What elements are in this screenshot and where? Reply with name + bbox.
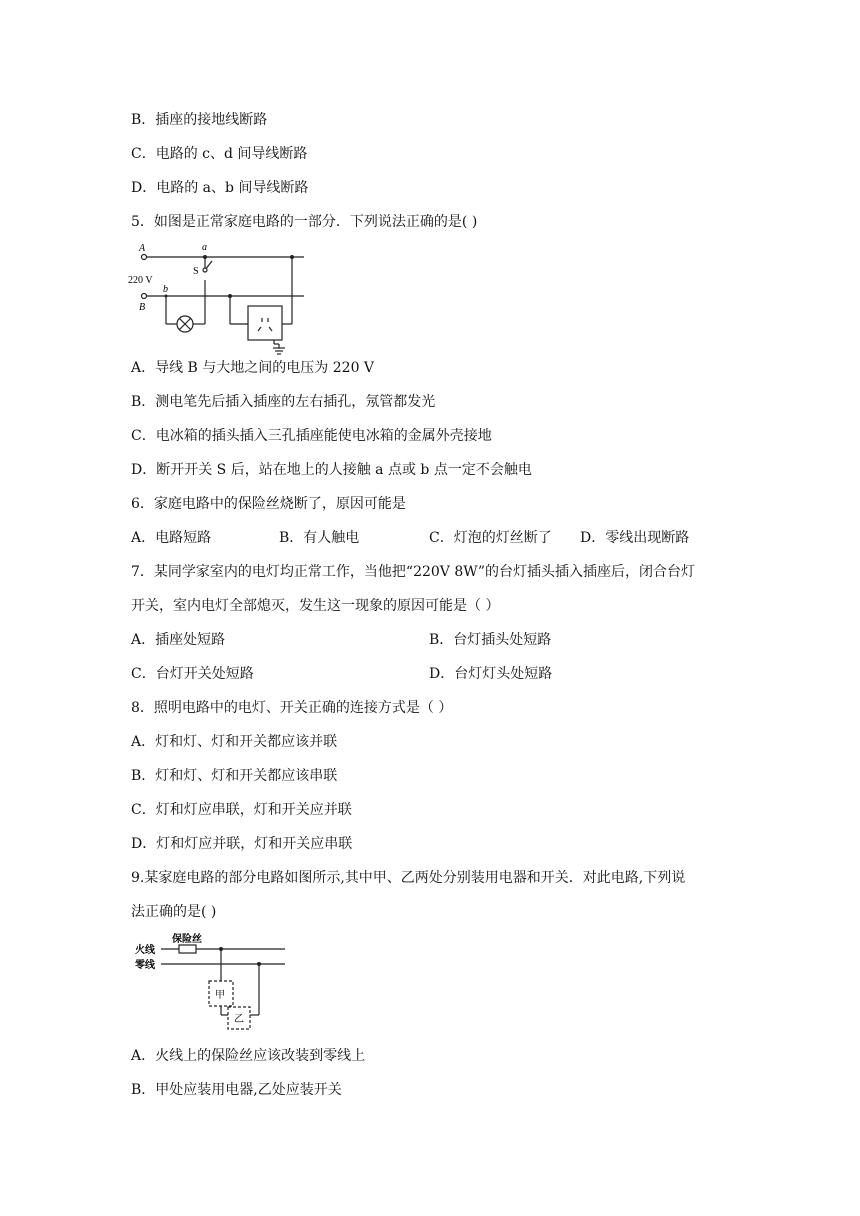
q8-option-a: A．灯和灯、灯和开关都应该并联 — [131, 734, 338, 750]
q9-option-a: A．火线上的保险丝应该改装到零线上 — [131, 1048, 366, 1064]
fig5-label-s: S — [193, 266, 199, 277]
fig5-label-b-lower: b — [163, 284, 168, 295]
fig9-label-jia: 甲 — [215, 990, 225, 1001]
q5-option-b: B．测电笔先后插入插座的左右插孔，氖管都发光 — [131, 394, 436, 410]
q8-stem: 8．照明电路中的电灯、开关正确的连接方式是（ ） — [131, 700, 453, 716]
q9-stem-line1: 9.某家庭电路的部分电路如图所示,其中甲、乙两处分别装用电器和开关．对此电路,下列说 — [131, 870, 686, 886]
fig9-label-yi: 乙 — [234, 1014, 244, 1025]
q4-option-c: C．电路的 c、d 间导线断路 — [131, 146, 308, 162]
fig5-label-a-lower: a — [202, 242, 207, 253]
q7-stem-line1: 7．某同学家室内的电灯均正常工作，当他把“220V 8W”的台灯插头插入插座后，闭合台灯 — [131, 564, 696, 580]
q5-option-c: C．电冰箱的插头插入三孔插座能使电冰箱的金属外壳接地 — [131, 428, 492, 444]
q6-option-b: B．有人触电 — [279, 530, 360, 546]
q8-option-b: B．灯和灯、灯和开关都应该串联 — [131, 768, 338, 784]
q6-option-c: C．灯泡的灯丝断了 — [429, 530, 552, 546]
q7-option-b: B．台灯插头处短路 — [429, 632, 552, 648]
q9-stem-line2: 法正确的是( ) — [131, 904, 217, 920]
q6-option-d: D．零线出现断路 — [580, 530, 690, 546]
q7-stem-line2: 开关，室内电灯全部熄灭，发生这一现象的原因可能是（ ） — [131, 598, 500, 614]
fig9-label-fuse: 保险丝 — [172, 934, 202, 945]
q5-stem: 5．如图是正常家庭电路的一部分．下列说法正确的是( ) — [131, 214, 478, 230]
q9-circuit-figure — [133, 932, 293, 1036]
q4-option-d: D．电路的 a、b 间导线断路 — [131, 180, 309, 196]
q8-option-c: C．灯和灯应串联，灯和开关应并联 — [131, 802, 352, 818]
q4-option-b: B．插座的接地线断路 — [131, 112, 268, 128]
fig5-label-220v: 220 V — [128, 275, 153, 286]
fig5-label-a-upper: A — [139, 243, 146, 254]
fig9-label-neutral-line: 零线 — [135, 960, 155, 971]
q6-option-a: A．电路短路 — [131, 530, 212, 546]
q9-option-b: B．甲处应装用电器,乙处应装开关 — [131, 1082, 342, 1098]
q5-option-d: D．断开开关 S 后，站在地上的人接触 a 点或 b 点一定不会触电 — [131, 462, 532, 478]
q7-option-d: D．台灯灯头处短路 — [429, 666, 553, 682]
q7-option-a: A．插座处短路 — [131, 632, 226, 648]
q8-option-d: D．灯和灯应并联，灯和开关应串联 — [131, 836, 353, 852]
q5-option-a: A．导线 B 与大地之间的电压为 220 V — [131, 360, 375, 376]
q5-circuit-figure — [126, 240, 316, 358]
q6-stem: 6．家庭电路中的保险丝烧断了，原因可能是 — [131, 496, 406, 512]
fig5-label-b-upper: B — [139, 302, 146, 313]
fig9-label-fire-line: 火线 — [135, 945, 155, 956]
q7-option-c: C．台灯开关处短路 — [131, 666, 254, 682]
